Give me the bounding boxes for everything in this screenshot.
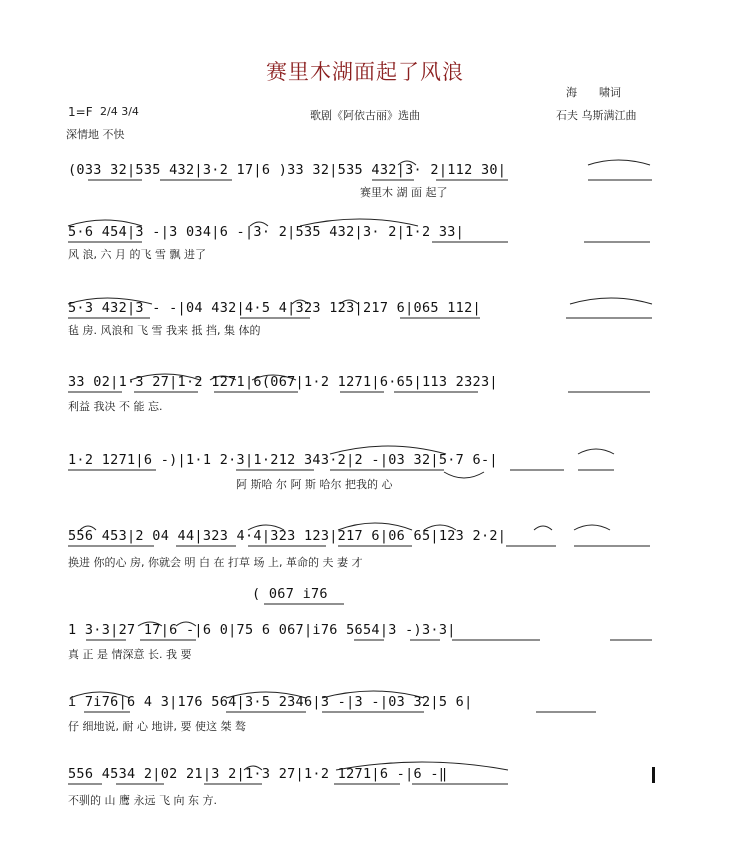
composer-credit: 石夫 乌斯满江曲 (556, 109, 637, 122)
lyrics-line-1: 赛里木 湖 面 起了 (360, 186, 448, 199)
notation-line-1: (033 32|535 432|3·2 17|6 )33 32|535 432|3· 2|112 30| (68, 162, 507, 178)
song-title: 赛里木湖面起了风浪 (266, 60, 464, 84)
lyrics-line-4: 利益 我决 不 能 忘. (68, 400, 163, 413)
notation-line-8: i 7i76|6 4 3|176 564|3·5 2346|3 -|3 -|03 32|5 6| (68, 694, 473, 710)
lyricist-credit: 海 啸词 (566, 86, 621, 99)
notation-line-5: 1·2 1271|6 -)|1·1 2·3|1·212 343·2|2 -|03 32|5·7 6-| (68, 452, 498, 468)
intro-bracket: ( 067 i76 (252, 586, 328, 602)
notation-line-6: 556 453|2 04 44|323 4·4|323 123|217 6|06 65|123 2·2| (68, 528, 507, 544)
notation-line-3: 5·3 432|3 - -|04 432|4·5 4|323 123|217 6|065 112| (68, 300, 481, 316)
lyrics-line-3: 毡 房. 风浪和 飞 雪 我来 抵 挡, 集 体的 (68, 324, 261, 337)
time-signature: 2/4 3/4 (100, 105, 139, 118)
underlines-line-7 (0, 638, 730, 644)
underlines-line-6 (0, 544, 730, 550)
lyrics-line-8: 仔 细地说, 耐 心 地讲, 要 使这 桀 骜 (68, 720, 246, 733)
notation-line-7: 1 3·3|27 17|6 -|6 0|75 6 067|i76 5654|3 -)3·3| (68, 622, 456, 638)
final-barline (652, 767, 655, 783)
notation-line-2: 5·6 454|3 -|3 034|6 -|3· 2|535 432|3· 2|1·2 33| (68, 224, 465, 240)
lyrics-line-2: 风 浪, 六 月 的飞 雪 飘 进了 (68, 248, 206, 261)
notation-line-9: 556 4534 2|02 21|3 2|1·3 27|1·2 1271|6 -|6 -‖ (68, 766, 448, 782)
notation-line-4: 33 02|1·3 27|1·2 1271|6(067|1·2 1271|6·65|113 2323| (68, 374, 498, 390)
underlines-line-4 (0, 390, 730, 396)
source-credit: 歌剧《阿依古丽》选曲 (310, 109, 420, 122)
lyrics-line-6: 换进 你的心 房, 你就会 明 白 在 打草 场 上, 革命的 夫 妻 才 (68, 556, 363, 569)
tempo-marking: 深情地 不快 (66, 128, 125, 141)
lyrics-line-7: 真 正 是 情深意 长. 我 要 (68, 648, 192, 661)
key-signature: 1=F (68, 105, 93, 119)
lyrics-line-5: 阿 斯哈 尔 阿 斯 哈尔 把我的 心 (236, 478, 393, 491)
lyrics-line-9: 不驯的 山 鹰 永远 飞 向 东 方. (68, 794, 217, 807)
underlines-line-9 (0, 782, 730, 788)
underlines-line-8 (0, 710, 730, 716)
